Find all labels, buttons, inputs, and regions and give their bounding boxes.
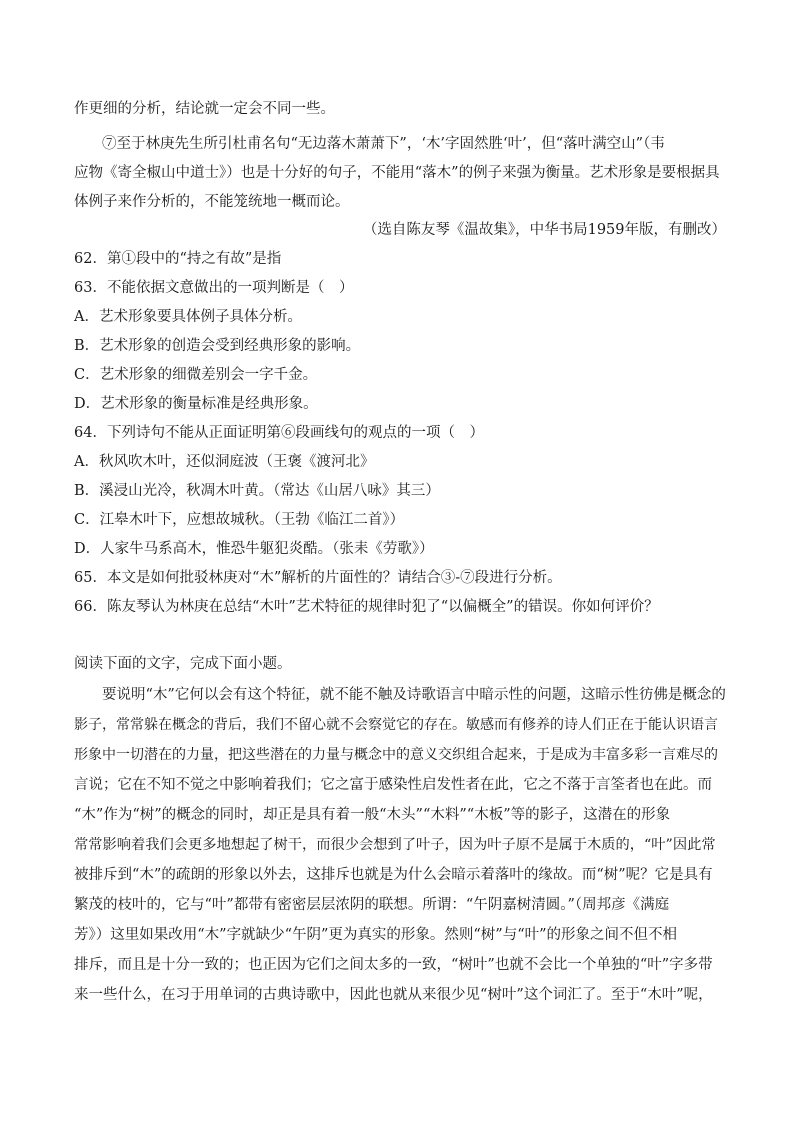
question-64-option-a: A．秋风吹木叶，还似洞庭波（王褒《渡河北》 [74,454,375,470]
question-65: 65．本文是如何批驳林庚对“木”解析的片面性的？请结合③-⑦段进行分析。 [74,570,562,586]
reading-line: 来一些什么，在习于用单词的古典诗歌中，因此也就从来很少见“树叶”这个词汇了。至于“木叶”呢， [74,987,713,1003]
question-63: 63．不能依据文意做出的一项判断是（ ） [74,280,354,296]
question-62: 62．第①段中的“持之有故”是指 [74,251,282,267]
paragraph-7-line-2: 应物《寄全椒山中道士》）也是十分好的句子，不能用“落木”的例子来强为衡量。艺术形象是要根据具 [74,165,720,181]
question-63-option-a: A．艺术形象要具体例子具体分析。 [74,309,302,325]
reading-line: 被排斥到“木”的疏朗的形象以外去，这排斥也就是为什么会暗示着落叶的缘故。而“树”呢？它是具有 [74,867,713,883]
question-63-option-c: C．艺术形象的细微差别会一字千金。 [74,367,318,383]
reading-instruction: 阅读下面的文字，完成下面小题。 [74,656,292,672]
reading-line: 形象中一切潜在的力量，把这些潜在的力量与概念中的意义交织组合起来，于是成为丰富多彩一言难尽的 [74,747,718,763]
question-63-option-b: B．艺术形象的创造会受到经典形象的影响。 [74,338,361,354]
question-64-option-b: B．溪浸山光冷，秋凋木叶黄。（常达《山居八咏》其三） [74,483,440,499]
source-citation: （选自陈友琴《温故集》，中华书局1959年版，有删改） [362,222,726,238]
article-line: 作更细的分析，结论就一定会不同一些。 [74,101,335,117]
reading-line: 影子，常常躲在概念的背后，我们不留心就不会察觉它的存在。敏感而有修养的诗人们正在于能认识语言 [74,717,718,733]
question-63-option-d: D．艺术形象的衡量标准是经典形象。 [74,396,318,412]
reading-line: 芳》）这里如果改用“木”字就缺少“午阴”更为真实的形象。然则“树”与“叶”的形象之间不但不相 [74,927,678,943]
paragraph-7-line-3: 体例子来作分析的，不能笼统地一概而论。 [74,194,350,210]
reading-line: 常常影响着我们会更多地想起了树干，而很少会想到了叶子，因为叶子原不是属于木质的，“叶”因此常 [74,837,716,853]
reading-line: “木”作为“树”的概念的同时，却正是具有着一般“木头”“木料”“木板”等的影子，这潜在的形象 [74,807,671,823]
reading-line: 言说；它在不知不觉之中影响着我们；它之富于感染性启发性者在此，它之不落于言筌者也在此。而 [74,777,712,793]
question-66: 66．陈友琴认为林庚在总结“木叶”艺术特征的规律时犯了“以偏概全”的错误。你如何评价？ [74,599,659,615]
question-64-option-c: C．江皋木叶下，应想故城秋。（王勃《临江二首》） [74,512,405,528]
paragraph-7-line-1: ⑦至于林庚先生所引杜甫名句“无边落木萧萧下”，‘木’字固然胜‘叶’，但“落叶满空山”（韦 [102,136,665,152]
reading-line: 排斥，而且是十分一致的；也正因为它们之间太多的一致，“树叶”也就不会比一个单独的“叶”字多带 [74,957,713,973]
question-64: 64．下列诗句不能从正面证明第⑥段画线句的观点的一项（ ） [74,425,484,441]
reading-line: 要说明“木”它何以会有这个特征，就不能不触及诗歌语言中暗示性的问题，这暗示性彷佛是概念的 [102,687,726,703]
reading-line: 繁茂的枝叶的，它与“叶”都带有密密层层浓阴的联想。所谓：“午阴嘉树清圆。”（周邦彦《满庭 [74,897,670,913]
question-64-option-d: D．人家牛马系高木，惟恐牛躯犯炎酷。（张耒《劳歌》） [74,541,434,557]
